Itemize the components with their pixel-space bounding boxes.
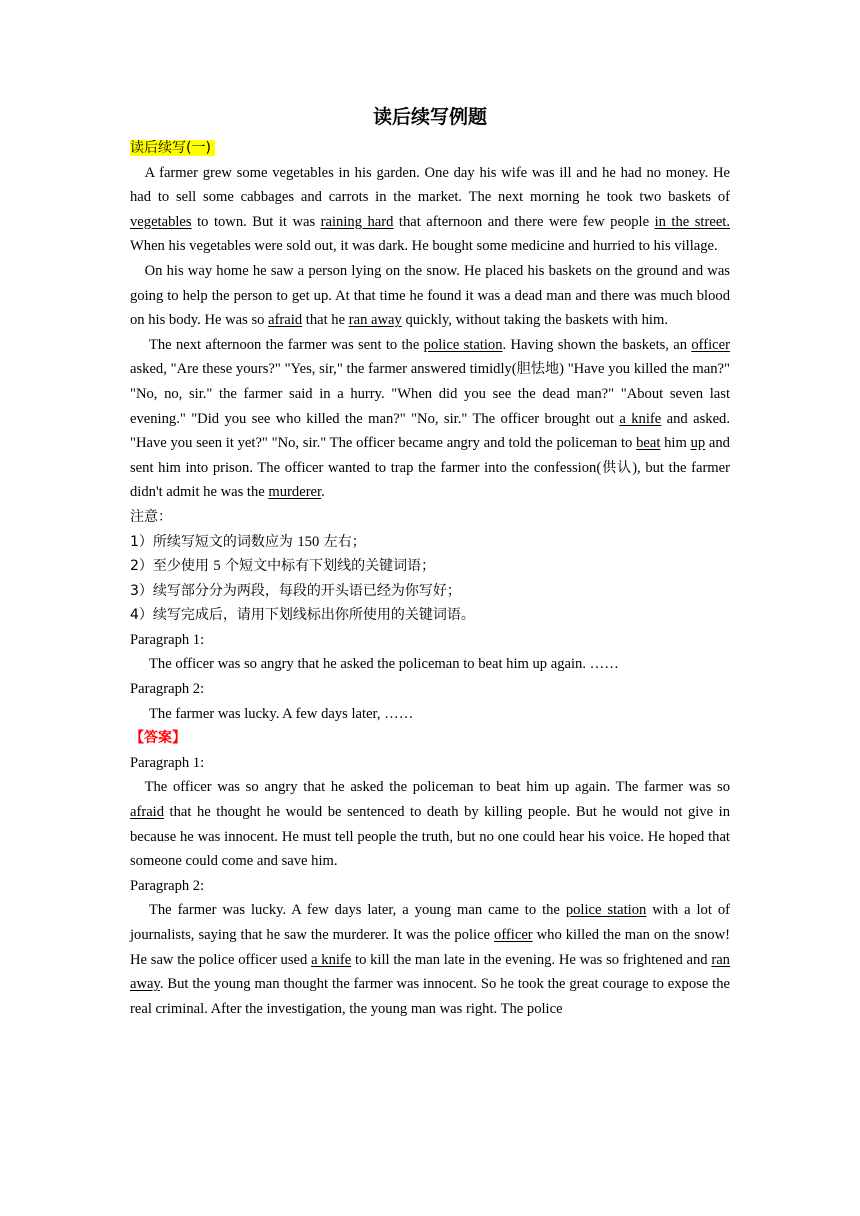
answer-paragraph-2-label: Paragraph 2: <box>130 877 205 894</box>
text-span: . Having shown the baskets, an <box>502 336 692 353</box>
key-phrase: vegetables <box>130 213 192 230</box>
key-phrase: beat <box>636 435 661 452</box>
key-phrase: raining hard <box>320 213 394 230</box>
text-span: that afternoon and there were few people <box>393 213 655 230</box>
text-span: . <box>321 484 325 501</box>
text-span: him <box>660 435 691 452</box>
note-number: 4） <box>130 607 153 624</box>
note-text: 续写完成后，请用下划线标出你所使用的关键词语。 <box>152 607 475 624</box>
key-phrase: ran away <box>348 312 402 329</box>
note-text: 续写部分分为两段，每段的开头语已经为你写好； <box>152 582 461 599</box>
answer-paragraph-1 <box>130 775 730 873</box>
text-span: who killed the man on the snow! He saw the police officer used <box>130 927 730 968</box>
chinese-gloss: 胆怯地 <box>516 361 560 378</box>
story-paragraph-3 <box>130 333 730 505</box>
key-phrase: officer <box>494 927 533 943</box>
note-item <box>130 603 730 628</box>
document-body <box>130 100 730 1021</box>
text-span: that he <box>302 312 349 329</box>
key-phrase: in the street. <box>654 213 731 230</box>
notes-list <box>130 530 730 628</box>
text-span: and sent him into prison. The officer wanted to trap the farmer into the confession( <box>130 435 730 476</box>
text-span: with a lot of journalists, saying that he saw the murderer. It was the police <box>130 902 730 943</box>
notes-heading: 注意： <box>130 508 172 525</box>
page-title: 读后续写例题 <box>372 106 487 128</box>
text-span: The farmer was lucky. A few days later, a young man came to the <box>148 902 566 919</box>
key-phrase: afraid <box>130 804 165 821</box>
answer-paragraph-2 <box>130 898 730 1021</box>
text-span: The officer was so angry that he asked the policeman to beat him up again. The farmer was so <box>144 779 730 796</box>
note-item <box>130 554 730 579</box>
answer-heading: 【答案】 <box>130 730 186 747</box>
text-span: to kill the man late in the evening. He was so frightened and <box>351 951 712 968</box>
note-text: 至少使用 <box>152 558 214 575</box>
chinese-gloss: 供认 <box>601 459 633 476</box>
key-phrase: a knife <box>311 951 352 968</box>
prompt-paragraph-2-start: The farmer was lucky. A few days later, …… <box>149 705 414 722</box>
section-label: 读后续写(一) <box>130 140 215 156</box>
note-text: 所续写短文的词数应为 <box>152 533 298 550</box>
section-label-row <box>130 136 730 161</box>
note-number: 1） <box>130 533 153 550</box>
text-span: asked, "Are these yours?" "Yes, sir," the farmer answered timidly( <box>130 361 517 378</box>
text-span: quickly, without taking the baskets with him. <box>401 312 668 329</box>
note-number: 3） <box>130 582 153 599</box>
text-span: On his way home he saw a person lying on the snow. He placed his baskets on the ground and was going to help the person to get up. At that time he found it was a dead man and there was much blood on his body. He was so <box>130 262 730 329</box>
key-phrase: ran away <box>130 951 730 993</box>
text-span: and asked. "Have you seen it yet?" "No, sir." The officer became angry and told the policeman to <box>130 410 730 452</box>
prompt-paragraph-1-start: The officer was so angry that he asked the policeman to beat him up again. …… <box>149 656 619 673</box>
key-phrase: a knife <box>619 410 662 427</box>
note-value: 150 <box>297 533 320 550</box>
text-span: The next afternoon the farmer was sent to the <box>148 336 424 353</box>
key-phrase: police station <box>565 902 647 919</box>
text-span: ) "Have you killed the man?" "No, no, sir." the farmer said in a hurry. "When did you see the dead man?" "About seven last evening." "Did you see who killed the man?" "No, sir." The officer brought out <box>130 361 730 427</box>
story-paragraph-1 <box>130 161 730 259</box>
key-phrase: up <box>690 435 706 452</box>
text-span: that he thought he would be sentenced to death by killing people. But he would not give in because he was innocent. He must tell people the truth, but no one could hear his voice. He hoped that someone could come and save him. <box>130 804 730 870</box>
note-value: 5 <box>213 558 221 575</box>
note-item <box>130 530 730 555</box>
key-phrase: police station <box>423 336 503 353</box>
answer-heading-row <box>130 726 730 751</box>
prompt-paragraph-2-label: Paragraph 2: <box>130 681 205 698</box>
story-paragraph-2 <box>130 259 730 333</box>
note-text: 左右； <box>319 533 366 550</box>
key-phrase: murderer <box>268 484 322 501</box>
note-number: 2） <box>130 558 153 575</box>
text-span: to town. But it was <box>191 213 321 230</box>
prompt-paragraph-1-label: Paragraph 1: <box>130 631 205 648</box>
text-span: When his vegetables were sold out, it was dark. He bought some medicine and hurried to his village. <box>130 238 718 255</box>
key-phrase: afraid <box>268 312 303 329</box>
text-span: A farmer grew some vegetables in his garden. One day his wife was ill and he had no money. He had to sell some cabbages and carrots in the market. The next morning he took two baskets of <box>130 164 730 206</box>
key-phrase: officer <box>691 336 730 353</box>
note-item <box>130 579 730 604</box>
answer-paragraph-1-label: Paragraph 1: <box>130 754 205 771</box>
note-text: 个短文中标有下划线的关键词语； <box>220 558 436 575</box>
text-span: . But the young man thought the farmer was innocent. So he took the great courage to expose the real criminal. After the investigation, the young man was right. The police <box>130 976 730 1017</box>
text-span: ), but the farmer didn't admit he was the <box>130 459 730 501</box>
